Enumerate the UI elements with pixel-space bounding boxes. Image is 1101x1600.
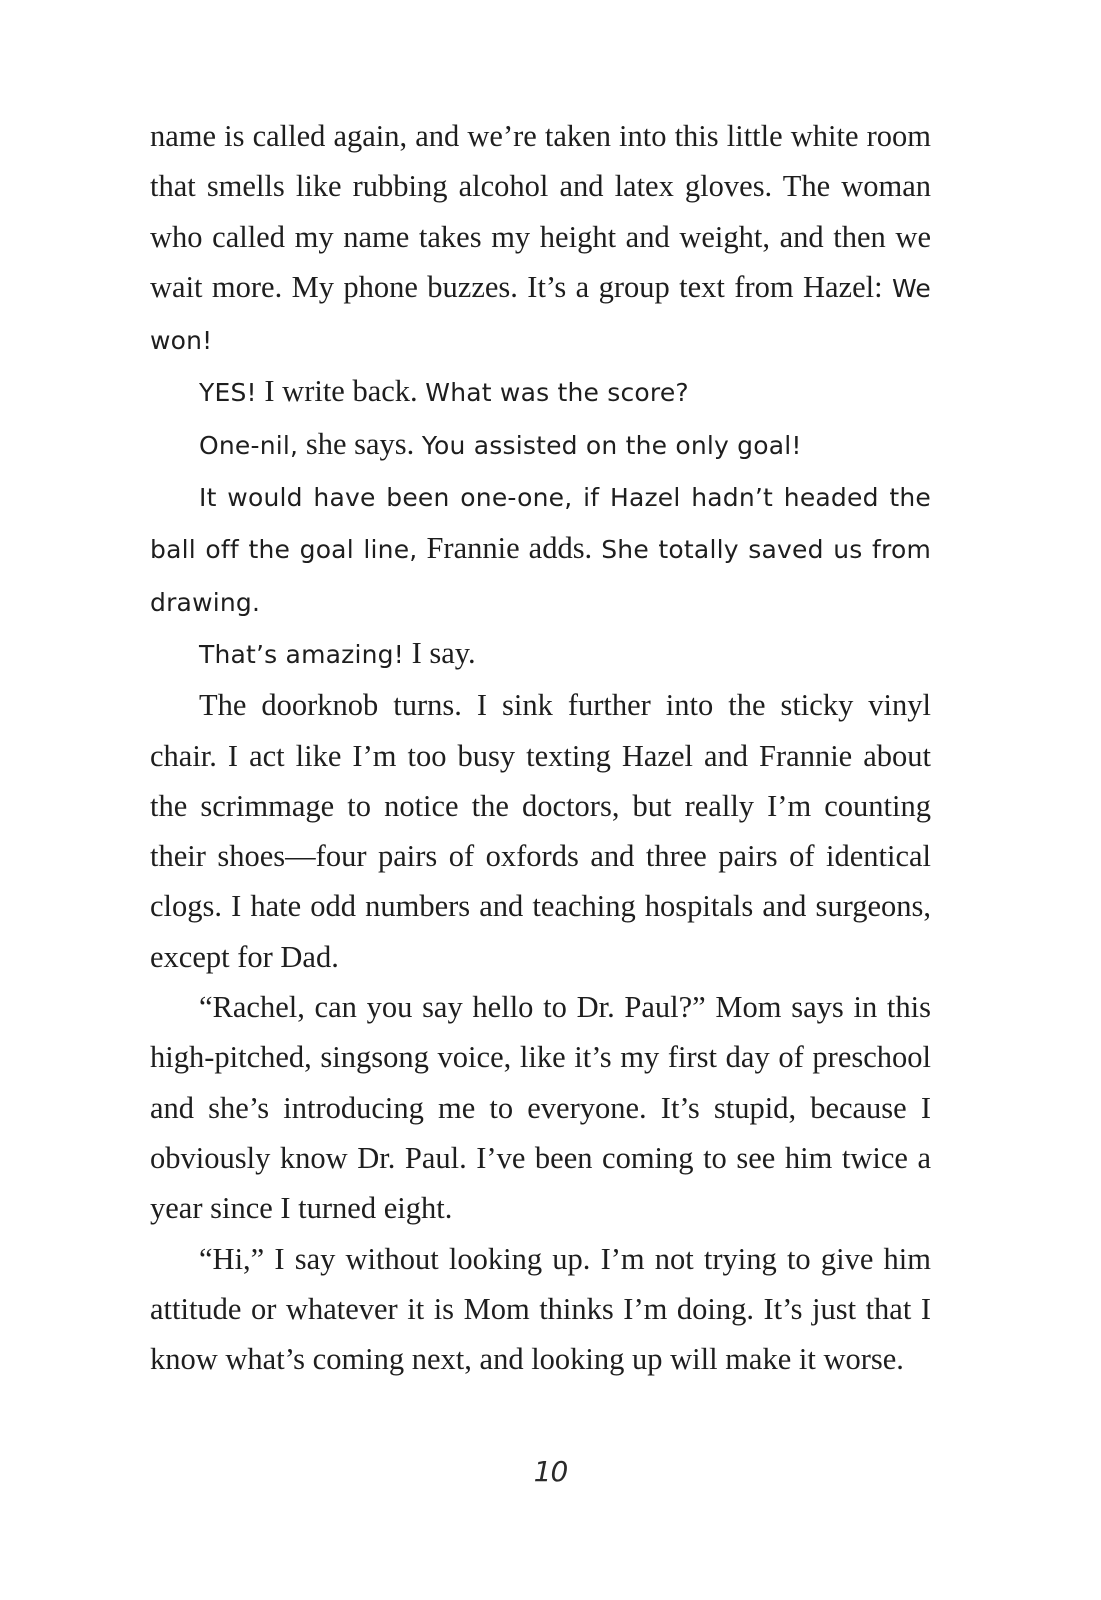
paragraph [150, 366, 931, 418]
narration-text: The doorknob turns. I sink further into the sticky vinyl chair. I act like I’m too busy texting Hazel and Frannie about the scrimmage to notice the doctors, but really I’m counting their shoes—four pairs of oxfords and three pairs of identical clogs. I hate odd numbers and teaching hospitals and surgeons, except for Dad. [150, 688, 931, 974]
text-message: YES! [199, 378, 257, 408]
text-message: That’s amazing! [199, 639, 404, 669]
paragraph [150, 111, 931, 366]
text-message: What was the score? [425, 378, 689, 408]
paragraph [150, 1234, 931, 1385]
narration-text: she says. [298, 426, 422, 461]
paragraph [150, 982, 931, 1233]
narration-text: name is called again, and we’re taken into this little white room that smells like rubbing alcohol and latex gloves. The woman who called my name takes my height and weight, and then we wait more. My phone buzzes. It’s a group text from Hazel: [150, 119, 931, 304]
text-message: We won! [150, 273, 931, 356]
narration-text: “Rachel, can you say hello to Dr. Paul?” Mom says in this high-pitched, singsong voice, like it’s my first day of preschool and she’s introducing me to everyone. It’s stupid, because I obviously know Dr. Paul. I’ve been coming to see him twice a year since I turned eight. [150, 990, 931, 1226]
text-message: She totally saved us from drawing. [150, 535, 931, 617]
text-message: You assisted on the only goal! [421, 430, 802, 460]
text-message: One-nil, [199, 430, 299, 460]
paragraph [150, 471, 931, 628]
text-message: It would have been one-one, if Hazel hadn’t headed the ball off the goal line, [150, 483, 931, 565]
narration-text: I write back. [256, 374, 426, 409]
paragraph [150, 628, 931, 680]
page-number: 10 [533, 1455, 568, 1488]
narration-text: Frannie adds. [417, 531, 602, 566]
paragraph [150, 419, 931, 471]
paragraph [150, 680, 931, 982]
narration-text: I say. [403, 635, 476, 670]
narration-text: “Hi,” I say without looking up. I’m not trying to give him attitude or whatever it is Mom thinks I’m doing. It’s just that I know what’s coming next, and looking up will make it worse. [150, 1241, 931, 1377]
body-text [150, 111, 931, 1384]
